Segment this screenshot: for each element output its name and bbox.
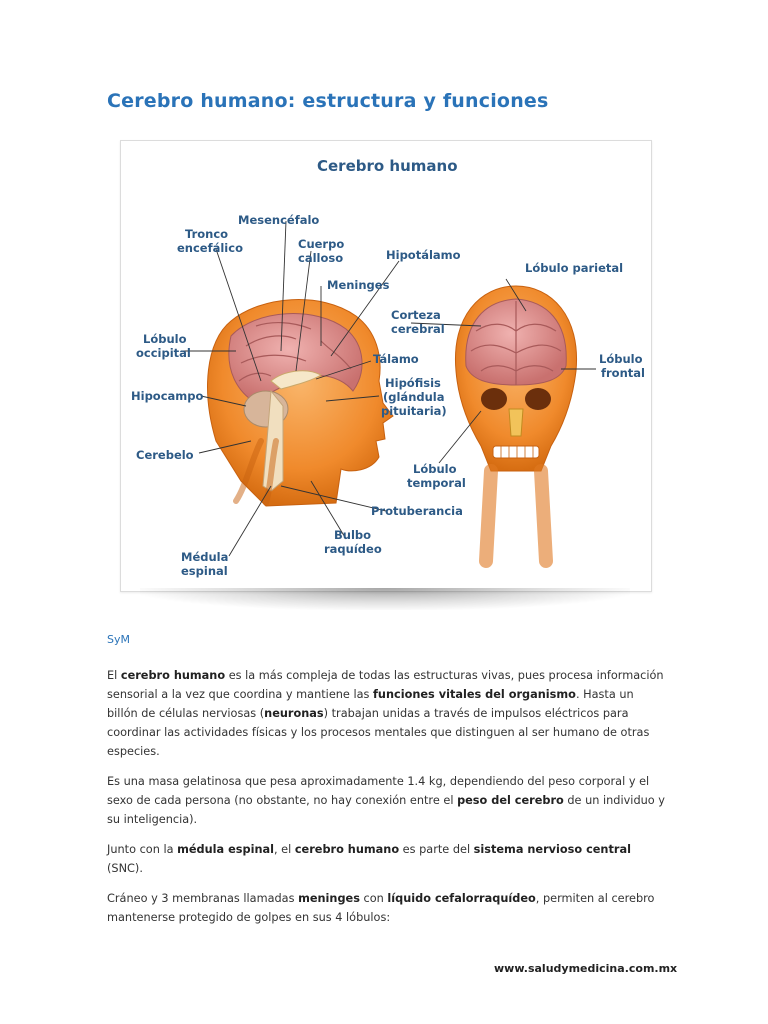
text-run: ) trabajan unidas a través de impulsos eléctricos para coordinar las actividades físicas y los procesos mentales que distinguen al ser humano de otras especies.: [107, 707, 650, 758]
label-hipofisis-2: (glándula: [383, 390, 445, 404]
label-hipotalamo: Hipotálamo: [386, 248, 461, 262]
text-run: Cráneo y 3 membranas llamadas: [107, 892, 299, 905]
label-talamo: Tálamo: [373, 352, 419, 366]
bold-term: funciones vitales del organismo: [373, 688, 576, 701]
text-run: (SNC).: [107, 862, 143, 875]
label-lobulo-temporal-1: Lóbulo: [413, 462, 457, 476]
label-meninges: Meninges: [327, 278, 390, 292]
footer-website: www.saludymedicina.com.mx: [494, 962, 678, 975]
label-lobulo-parietal: Lóbulo parietal: [525, 261, 624, 275]
label-medula-2: espinal: [181, 564, 228, 578]
label-tronco-2: encefálico: [177, 241, 243, 255]
text-run: , el: [273, 843, 295, 856]
text-run: . Hasta un billón de células nerviosas (: [107, 688, 634, 720]
text-run: con: [359, 892, 388, 905]
text-run: , permiten al cerebro mantenerse protegido de golpes en sus 4 lóbulos:: [107, 892, 655, 924]
paragraph-3: [107, 840, 667, 878]
side-head-illustration: [208, 300, 393, 506]
bold-term: médula espinal: [177, 843, 274, 856]
label-tronco-1: Tronco: [185, 227, 229, 241]
label-hipocampo: Hipocampo: [131, 389, 204, 403]
brain-diagram: [120, 140, 652, 592]
bold-term: líquido cefalorraquídeo: [387, 892, 536, 905]
label-medula-1: Médula: [181, 550, 229, 564]
bold-term: sistema nervioso central: [473, 843, 631, 856]
label-lobulo-occipital-2: occipital: [136, 346, 191, 360]
paragraph-4: [107, 889, 667, 927]
paragraph-2: [107, 772, 667, 829]
paragraph-1: [107, 666, 667, 761]
label-bulbo-2: raquídeo: [324, 542, 382, 556]
label-lobulo-frontal-1: Lóbulo: [599, 352, 643, 366]
figure-shadow: [140, 588, 630, 610]
label-corteza-1: Corteza: [391, 308, 441, 322]
label-lobulo-temporal-2: temporal: [407, 476, 466, 490]
bold-term: neuronas: [264, 707, 324, 720]
label-protuberancia: Protuberancia: [371, 504, 463, 518]
label-lobulo-occipital-1: Lóbulo: [143, 332, 187, 346]
label-hipofisis-1: Hipófisis: [385, 376, 441, 390]
label-mesencefalo: Mesencéfalo: [238, 213, 320, 227]
label-cerebelo: Cerebelo: [136, 448, 194, 462]
bold-term: meninges: [298, 892, 360, 905]
bold-term: peso del cerebro: [457, 794, 564, 807]
diagram-title: Cerebro humano: [317, 157, 458, 175]
label-lobulo-frontal-2: frontal: [601, 366, 645, 380]
text-run: Junto con la: [107, 843, 178, 856]
brain-diagram-svg: [121, 141, 651, 591]
label-cuerpo-2: calloso: [298, 251, 344, 265]
label-hipofisis-3: pituitaria): [381, 404, 447, 418]
text-run: es parte del: [399, 843, 474, 856]
bold-term: cerebro humano: [120, 669, 226, 682]
label-cuerpo-1: Cuerpo: [298, 237, 345, 251]
front-head-illustration: [455, 286, 576, 561]
text-run: El: [107, 669, 121, 682]
label-bulbo-1: Bulbo: [334, 528, 372, 542]
bold-term: cerebro humano: [294, 843, 400, 856]
label-corteza-2: cerebral: [391, 322, 445, 336]
page-title: Cerebro humano: estructura y funciones: [107, 90, 549, 112]
text-run: de un individuo y su inteligencia).: [107, 794, 665, 826]
text-run: es la más compleja de todas las estructuras vivas, pues procesa información sensorial a la vez que coordina y mantiene las: [107, 669, 664, 701]
image-credit: SyM: [107, 633, 130, 646]
text-run: Es una masa gelatinosa que pesa aproximadamente 1.4 kg, dependiendo del peso corporal y el sexo de cada persona (no obstante, no hay conexión entre el: [107, 775, 650, 807]
